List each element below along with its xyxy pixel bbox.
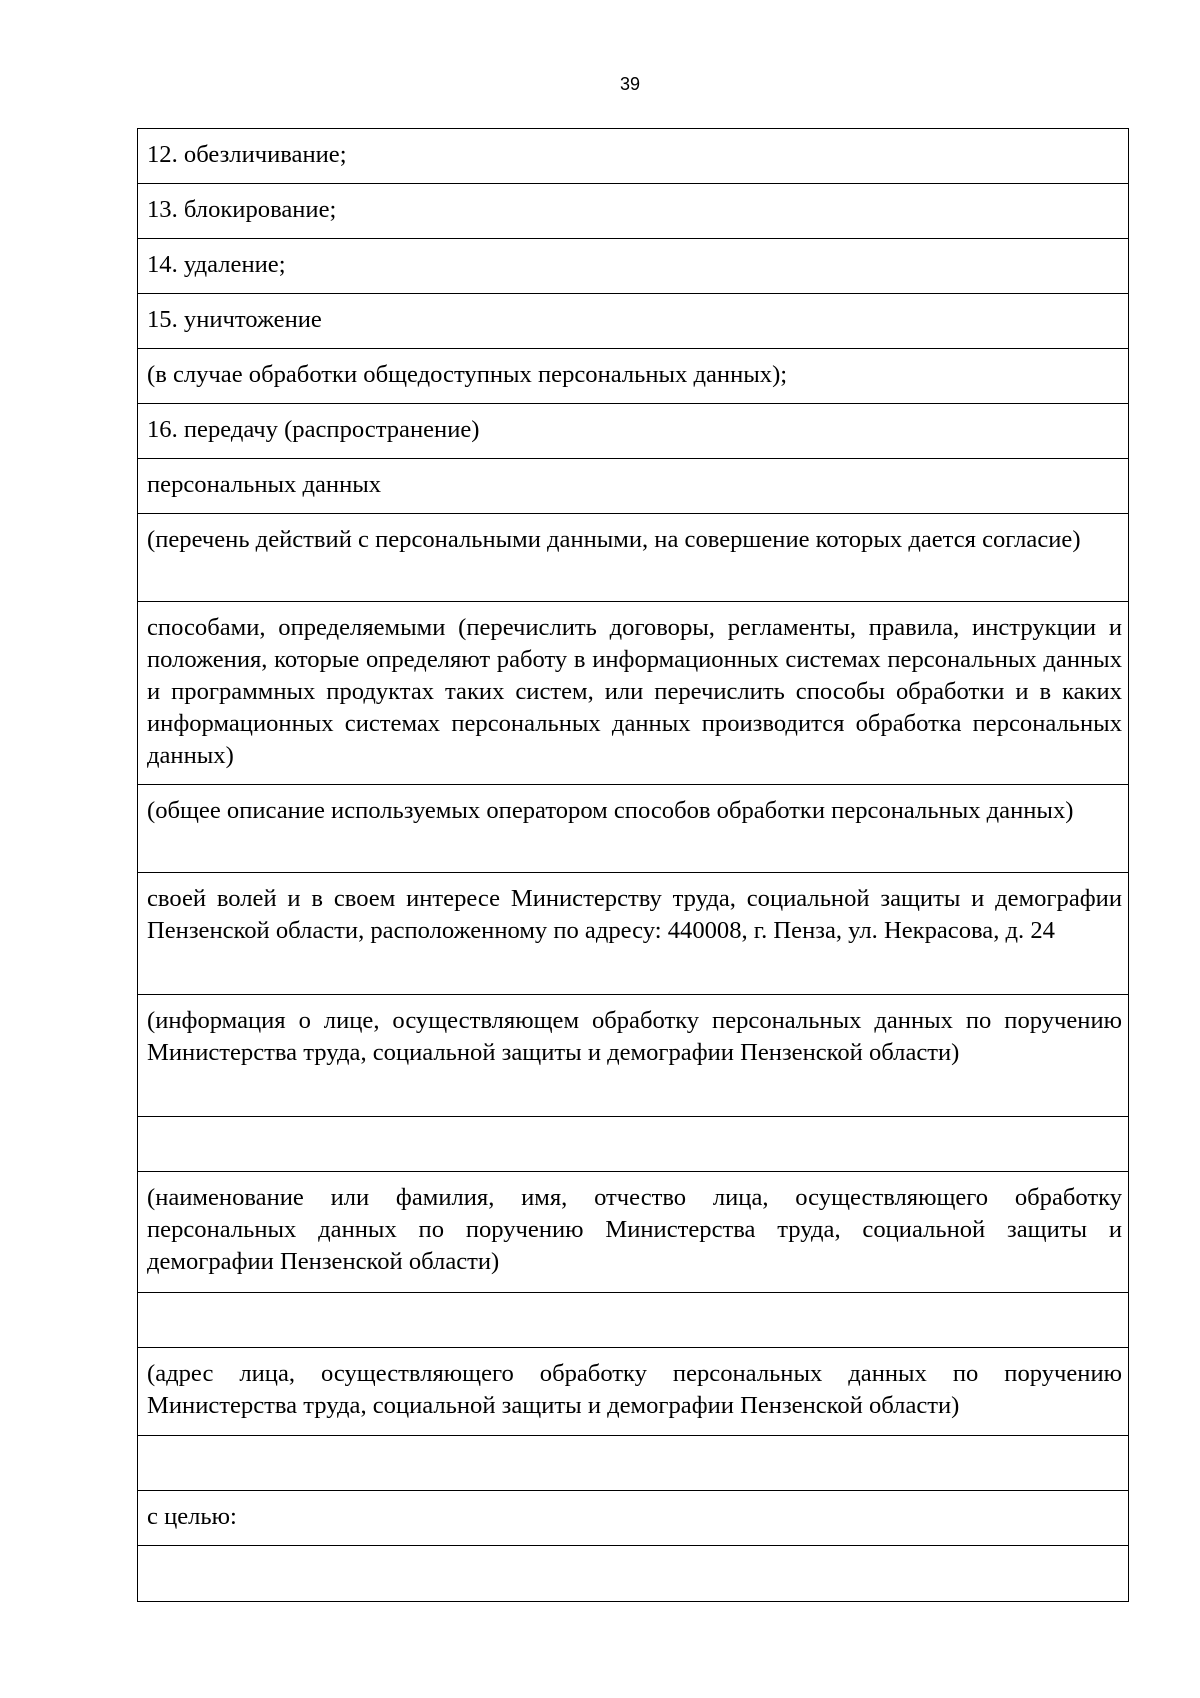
row-text: с целью: xyxy=(147,1503,237,1530)
row-text: (информация о лице, осуществляющем обработку персональных данных по поручению Министерства труда, социальной защиты и демографии Пензенской области) xyxy=(147,1007,1122,1066)
row-text: (общее описание используемых оператором способов обработки персональных данных) xyxy=(147,797,1074,824)
table-row-blank xyxy=(138,1117,1128,1172)
table-row-blank xyxy=(138,1436,1128,1491)
row-text: 12. обезличивание; xyxy=(147,141,347,168)
table-row xyxy=(138,785,1128,873)
row-text: (перечень действий с персональными данными, на совершение которых дается согласие) xyxy=(147,526,1081,553)
table-row xyxy=(138,873,1128,995)
table-row xyxy=(138,239,1128,294)
row-text: 13. блокирование; xyxy=(147,196,337,223)
table-row xyxy=(138,1348,1128,1436)
table-row xyxy=(138,459,1128,514)
row-text: способами, определяемыми (перечислить договоры, регламенты, правила, инструкции и положения, которые определяют работу в информационных системах персональных данных и программных продуктах таких систем, или перечислить способы обработки и в каких информационных системах персональных данных производится обработка персональных данных) xyxy=(147,614,1122,769)
table-row-blank xyxy=(138,1546,1128,1601)
table-row xyxy=(138,602,1128,785)
table-row xyxy=(138,1172,1128,1293)
row-text: 14. удаление; xyxy=(147,251,286,278)
page-number: 39 xyxy=(619,74,641,94)
row-text: 15. уничтожение xyxy=(147,306,322,333)
table-row xyxy=(138,995,1128,1117)
row-text: (наименование или фамилия, имя, отчество лица, осуществляющего обработку персональных данных по поручению Министерства труда, социальной защиты и демографии Пензенской области) xyxy=(147,1184,1122,1275)
table-row xyxy=(138,404,1128,459)
row-text: своей волей и в своем интересе Министерству труда, социальной защиты и демографии Пензенской области, расположенному по адресу: 440008, г. Пенза, ул. Некрасова, д. 24 xyxy=(147,885,1122,944)
consent-form-table xyxy=(137,128,1129,1602)
table-row xyxy=(138,184,1128,239)
row-text: 16. передачу (распространение) xyxy=(147,416,480,443)
row-text: персональных данных xyxy=(147,471,382,498)
table-row xyxy=(138,294,1128,349)
table-row-blank xyxy=(138,1293,1128,1348)
table-row xyxy=(138,514,1128,602)
table-row xyxy=(138,1491,1128,1546)
table-row xyxy=(138,129,1128,184)
row-text: (в случае обработки общедоступных персональных данных); xyxy=(147,361,788,388)
row-text: (адрес лица, осуществляющего обработку персональных данных по поручению Министерства труда, социальной защиты и демографии Пензенской области) xyxy=(147,1360,1122,1419)
table-row xyxy=(138,349,1128,404)
